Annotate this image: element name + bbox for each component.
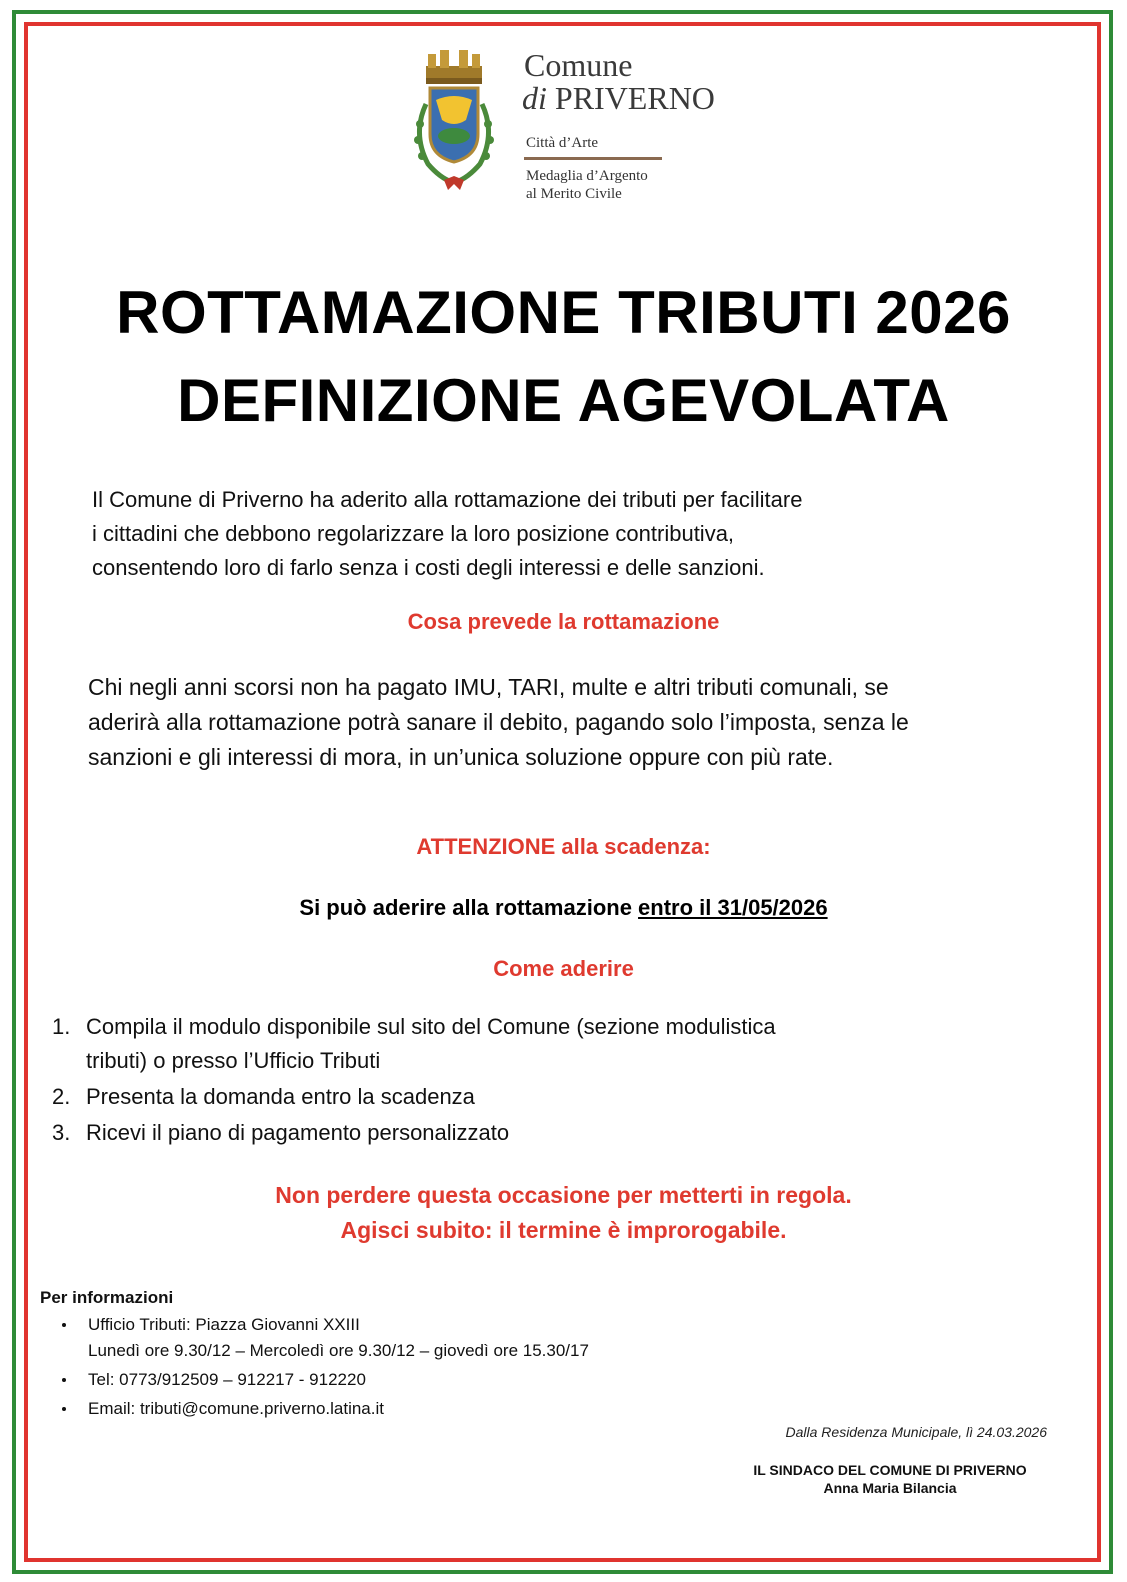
list-item: [62, 1367, 589, 1393]
medaglia-text: [526, 167, 648, 203]
email-address: Email: tributi@comune.priverno.latina.it: [88, 1399, 384, 1418]
bullet-icon: [62, 1407, 66, 1411]
attention-heading: ATTENZIONE alla scadenza:: [416, 834, 711, 859]
municipal-coat-of-arms-icon: [400, 44, 508, 194]
info-list: [62, 1312, 589, 1425]
info-heading: Per informazioni: [40, 1288, 174, 1307]
bullet-icon: [62, 1323, 66, 1327]
page-title-line1: ROTTAMAZIONE TRIBUTI 2026: [116, 279, 1011, 346]
how-to-heading: Come aderire: [493, 956, 634, 981]
section1-line: aderirà alla rottamazione potrà sanare il debito, pagando solo l’imposta, senza le: [88, 709, 909, 735]
callout-line1: Non perdere questa occasione per metterti in regola.: [275, 1182, 852, 1208]
intro-line: consentendo loro di farlo senza i costi degli interessi e delle sanzioni.: [92, 555, 765, 580]
section1-paragraph: [88, 670, 909, 775]
signature-title: IL SINDACO DEL COMUNE DI PRIVERNO: [753, 1462, 1027, 1478]
step-number: 2.: [52, 1084, 71, 1109]
logo-priverno-text: [522, 80, 715, 116]
phone-numbers: Tel: 0773/912509 – 912217 - 912220: [88, 1370, 366, 1389]
medaglia-line1: Medaglia d’Argento: [526, 168, 648, 184]
section1-line: sanzioni e gli interessi di mora, in un’unica soluzione oppure con più rate.: [88, 744, 834, 770]
office-hours: Lunedì ore 9.30/12 – Mercoledì ore 9.30/12 – giovedì ore 15.30/17: [88, 1341, 589, 1360]
step-text: Presenta la domanda entro la scadenza: [86, 1084, 475, 1109]
list-item: [52, 1010, 952, 1078]
office-address: Ufficio Tributi: Piazza Giovanni XXIII: [88, 1315, 360, 1334]
logo-comune-text: Comune: [524, 47, 633, 83]
citta-arte-text: Città d’Arte: [526, 135, 599, 151]
medaglia-line2: al Merito Civile: [526, 186, 622, 202]
step-number: 1.: [52, 1014, 71, 1039]
section1-line: Chi negli anni scorsi non ha pagato IMU, TARI, multe e altri tributi comunali, se: [88, 674, 889, 700]
list-item: [62, 1396, 589, 1422]
list-item: [52, 1080, 952, 1114]
intro-line: i cittadini che debbono regolarizzare la loro posizione contributiva,: [92, 521, 735, 546]
signature-name: Anna Maria Bilancia: [823, 1480, 957, 1496]
step-number: 3.: [52, 1120, 71, 1145]
step-text-continued: tributi) o presso l’Ufficio Tributi: [86, 1048, 381, 1073]
list-item: [62, 1312, 589, 1364]
deadline-text: [30, 895, 1097, 921]
list-item: [52, 1116, 952, 1150]
bullet-icon: [62, 1378, 66, 1382]
logo-city-name: PRIVERNO: [554, 80, 715, 116]
intro-line: Il Comune di Priverno ha aderito alla rottamazione dei tributi per facilitare: [92, 487, 803, 512]
intro-paragraph: [92, 483, 802, 585]
step-text: Ricevi il piano di pagamento personalizzato: [86, 1120, 510, 1145]
logo-di-prefix: di: [522, 80, 547, 116]
logo-divider: [524, 157, 662, 160]
callout-line2: Agisci subito: il termine è improrogabile.: [340, 1217, 787, 1243]
deadline-date: entro il 31/05/2026: [638, 895, 828, 920]
deadline-prefix: Si può aderire alla rottamazione: [299, 895, 639, 920]
page-title-line2: DEFINIZIONE AGEVOLATA: [177, 367, 950, 434]
step-text: Compila il modulo disponibile sul sito del Comune (sezione modulistica: [86, 1014, 776, 1039]
steps-list: [52, 1010, 952, 1152]
document-date: Dalla Residenza Municipale, lì 24.03.2026: [785, 1424, 1047, 1440]
section-heading-cosa-prevede: Cosa prevede la rottamazione: [407, 609, 720, 634]
